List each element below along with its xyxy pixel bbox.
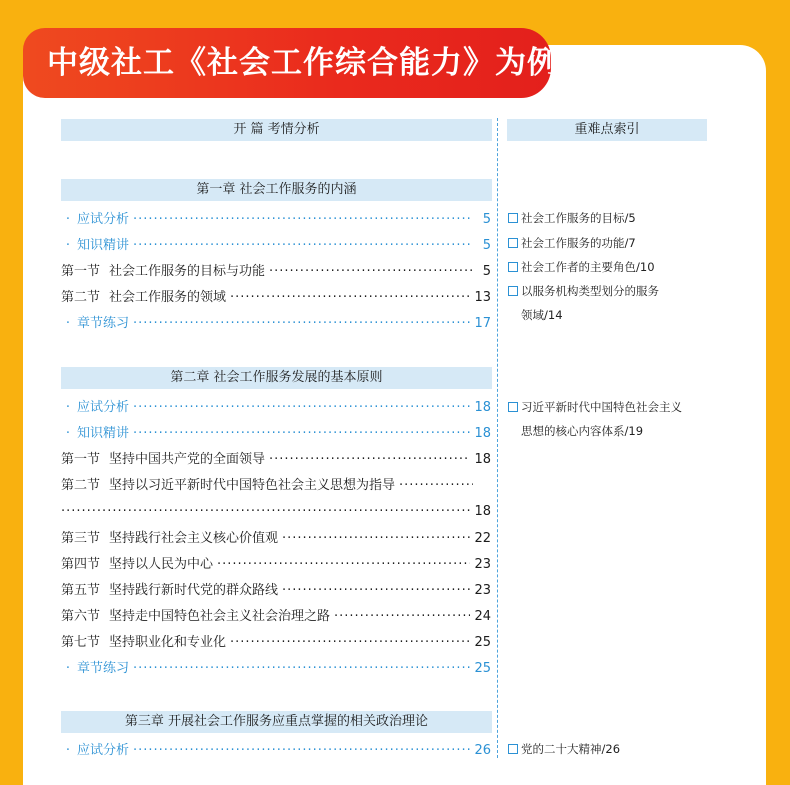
toc-entry[interactable]: · 应试分析 ····· 26 xyxy=(61,741,491,761)
toc-entry[interactable]: 第一节 坚持中国共产党的全面领导 ····· 18 xyxy=(61,450,491,470)
toc-entry[interactable]: · 章节练习 ····· 25 xyxy=(61,659,491,679)
checkbox-icon xyxy=(508,744,518,754)
index-item[interactable]: 社会工作者的主要角色/10 xyxy=(508,257,655,277)
index-header: 重难点索引 xyxy=(507,119,707,141)
index-item[interactable]: 社会工作服务的功能/7 xyxy=(508,233,636,253)
index-item[interactable]: 社会工作服务的目标/5 xyxy=(508,208,636,228)
banner-title: 中级社工《社会工作综合能力》为例 xyxy=(23,28,551,98)
index-item-continued: 思想的核心内容体系/19 xyxy=(521,424,644,438)
checkbox-icon xyxy=(508,402,518,412)
index-item[interactable]: 习近平新时代中国特色社会主义 xyxy=(508,397,682,417)
toc-entry[interactable]: 第二节 社会工作服务的领域 ····· 13 xyxy=(61,288,491,308)
checkbox-icon xyxy=(508,262,518,272)
toc-entry[interactable]: 第七节 坚持职业化和专业化 ····· 25 xyxy=(61,633,491,653)
index-item[interactable]: 党的二十大精神/26 xyxy=(508,739,620,759)
index-item-continued: 领域/14 xyxy=(521,308,563,322)
toc-entry[interactable]: 第五节 坚持践行新时代党的群众路线 ····· 23 xyxy=(61,581,491,601)
checkbox-icon xyxy=(508,286,518,296)
toc-entry[interactable]: 第六节 坚持走中国特色社会主义社会治理之路 ····· 24 xyxy=(61,607,491,627)
toc-entry[interactable]: 第一节 社会工作服务的目标与功能 ····· 5 xyxy=(61,262,491,282)
chapter-3-header: 第三章 开展社会工作服务应重点掌握的相关政治理论 xyxy=(61,711,492,733)
toc-entry[interactable]: · 知识精讲 ····· 5 xyxy=(61,236,491,256)
toc-entry[interactable]: · 章节练习 ····· 17 xyxy=(61,314,491,334)
checkbox-icon xyxy=(508,213,518,223)
toc-entry[interactable]: · 知识精讲 ····· 18 xyxy=(61,424,491,444)
toc-entry[interactable]: · 应试分析 ····· 18 xyxy=(61,398,491,418)
chapter-1-header: 第一章 社会工作服务的内涵 xyxy=(61,179,492,201)
toc-entry[interactable]: · 应试分析 ····· 5 xyxy=(61,210,491,230)
toc-entry[interactable]: 第三节 坚持践行社会主义核心价值观 ····· 22 xyxy=(61,529,491,549)
chapter-2-header: 第二章 社会工作服务发展的基本原则 xyxy=(61,367,492,389)
part-header: 开 篇 考情分析 xyxy=(61,119,492,141)
checkbox-icon xyxy=(508,238,518,248)
toc-entry-continued[interactable]: ····· 18 xyxy=(61,502,491,522)
toc-entry[interactable]: 第四节 坚持以人民为中心 ····· 23 xyxy=(61,555,491,575)
index-item[interactable]: 以服务机构类型划分的服务 xyxy=(508,281,659,301)
toc-entry[interactable]: 第二节 坚持以习近平新时代中国特色社会主义思想为指导 ····· xyxy=(61,476,491,496)
column-divider xyxy=(497,118,498,758)
